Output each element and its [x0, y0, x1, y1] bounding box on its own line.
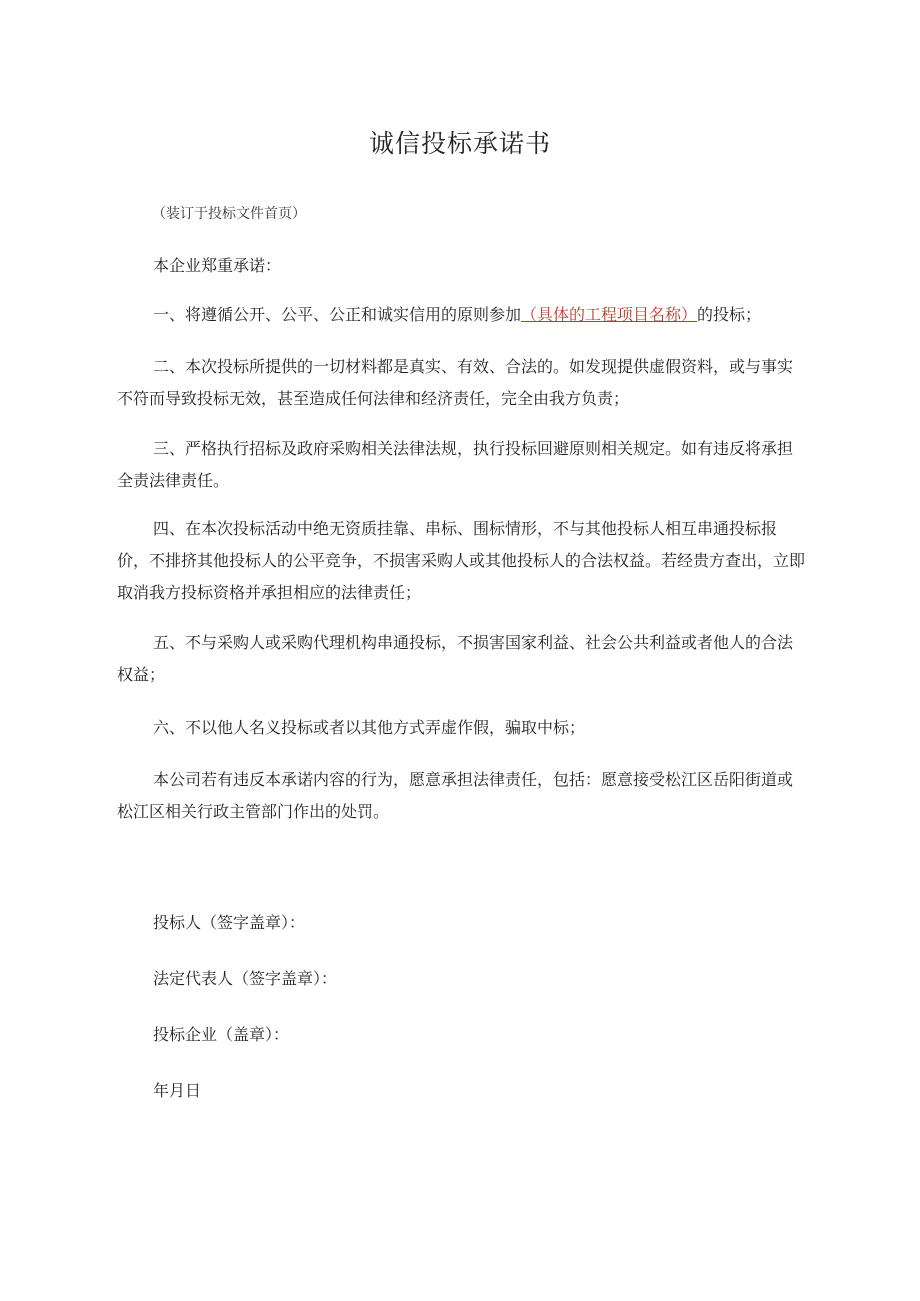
bidder-signature-line: 投标人（签字盖章）： — [153, 913, 306, 932]
commitment-item-5: 五、不与采购人或采购代理机构串通投标，不损害国家利益、社会公共利益或者他人的合法权益； — [117, 633, 794, 684]
page-title: 诚信投标承诺书 — [368, 129, 551, 158]
commitment-item-6: 六、不以他人名义投标或者以其他方式弄虚作假，骗取中标； — [153, 718, 586, 737]
binding-note: （装订于投标文件首页） — [152, 206, 306, 222]
commitment-item-4: 四、在本次投标活动中绝无资质挂靠、串标、围标情形，不与其他投标人相互串通投标报价，不排挤其他投标人的公平竞争，不损害采购人或其他投标人的合法权益。若经贵方查出，立即取消我方投标资格并承担相应的法律责任； — [117, 519, 806, 602]
company-seal-line: 投标企业（盖章）： — [153, 1025, 290, 1044]
item1-before-text: 一、将遵循公开、公平、公正和诚实信用的原则参加 — [153, 305, 522, 324]
commitment-item-1 — [117, 299, 807, 331]
closing-paragraph: 本公司若有违反本承诺内容的行为，愿意承担法律责任，包括：愿意接受松江区岳阳街道或松江区相关行政主管部门作出的处罚。 — [117, 770, 794, 821]
legal-rep-signature-line: 法定代表人（签字盖章）： — [153, 969, 338, 988]
project-name-placeholder: （具体的工程项目名称） — [521, 305, 698, 324]
date-line: 年月日 — [153, 1081, 202, 1100]
commitment-item-2: 二、本次投标所提供的一切材料都是真实、有效、合法的。如发现提供虚假资料，或与事实不符而导致投标无效，甚至造成任何法律和经济责任，完全由我方负责； — [117, 357, 794, 408]
item1-after-text: 的投标； — [697, 305, 762, 324]
intro-paragraph: 本企业郑重承诺： — [153, 256, 282, 275]
commitment-item-3: 三、严格执行招标及政府采购相关法律法规，执行投标回避原则相关规定。如有违反将承担全责法律责任。 — [117, 439, 794, 490]
